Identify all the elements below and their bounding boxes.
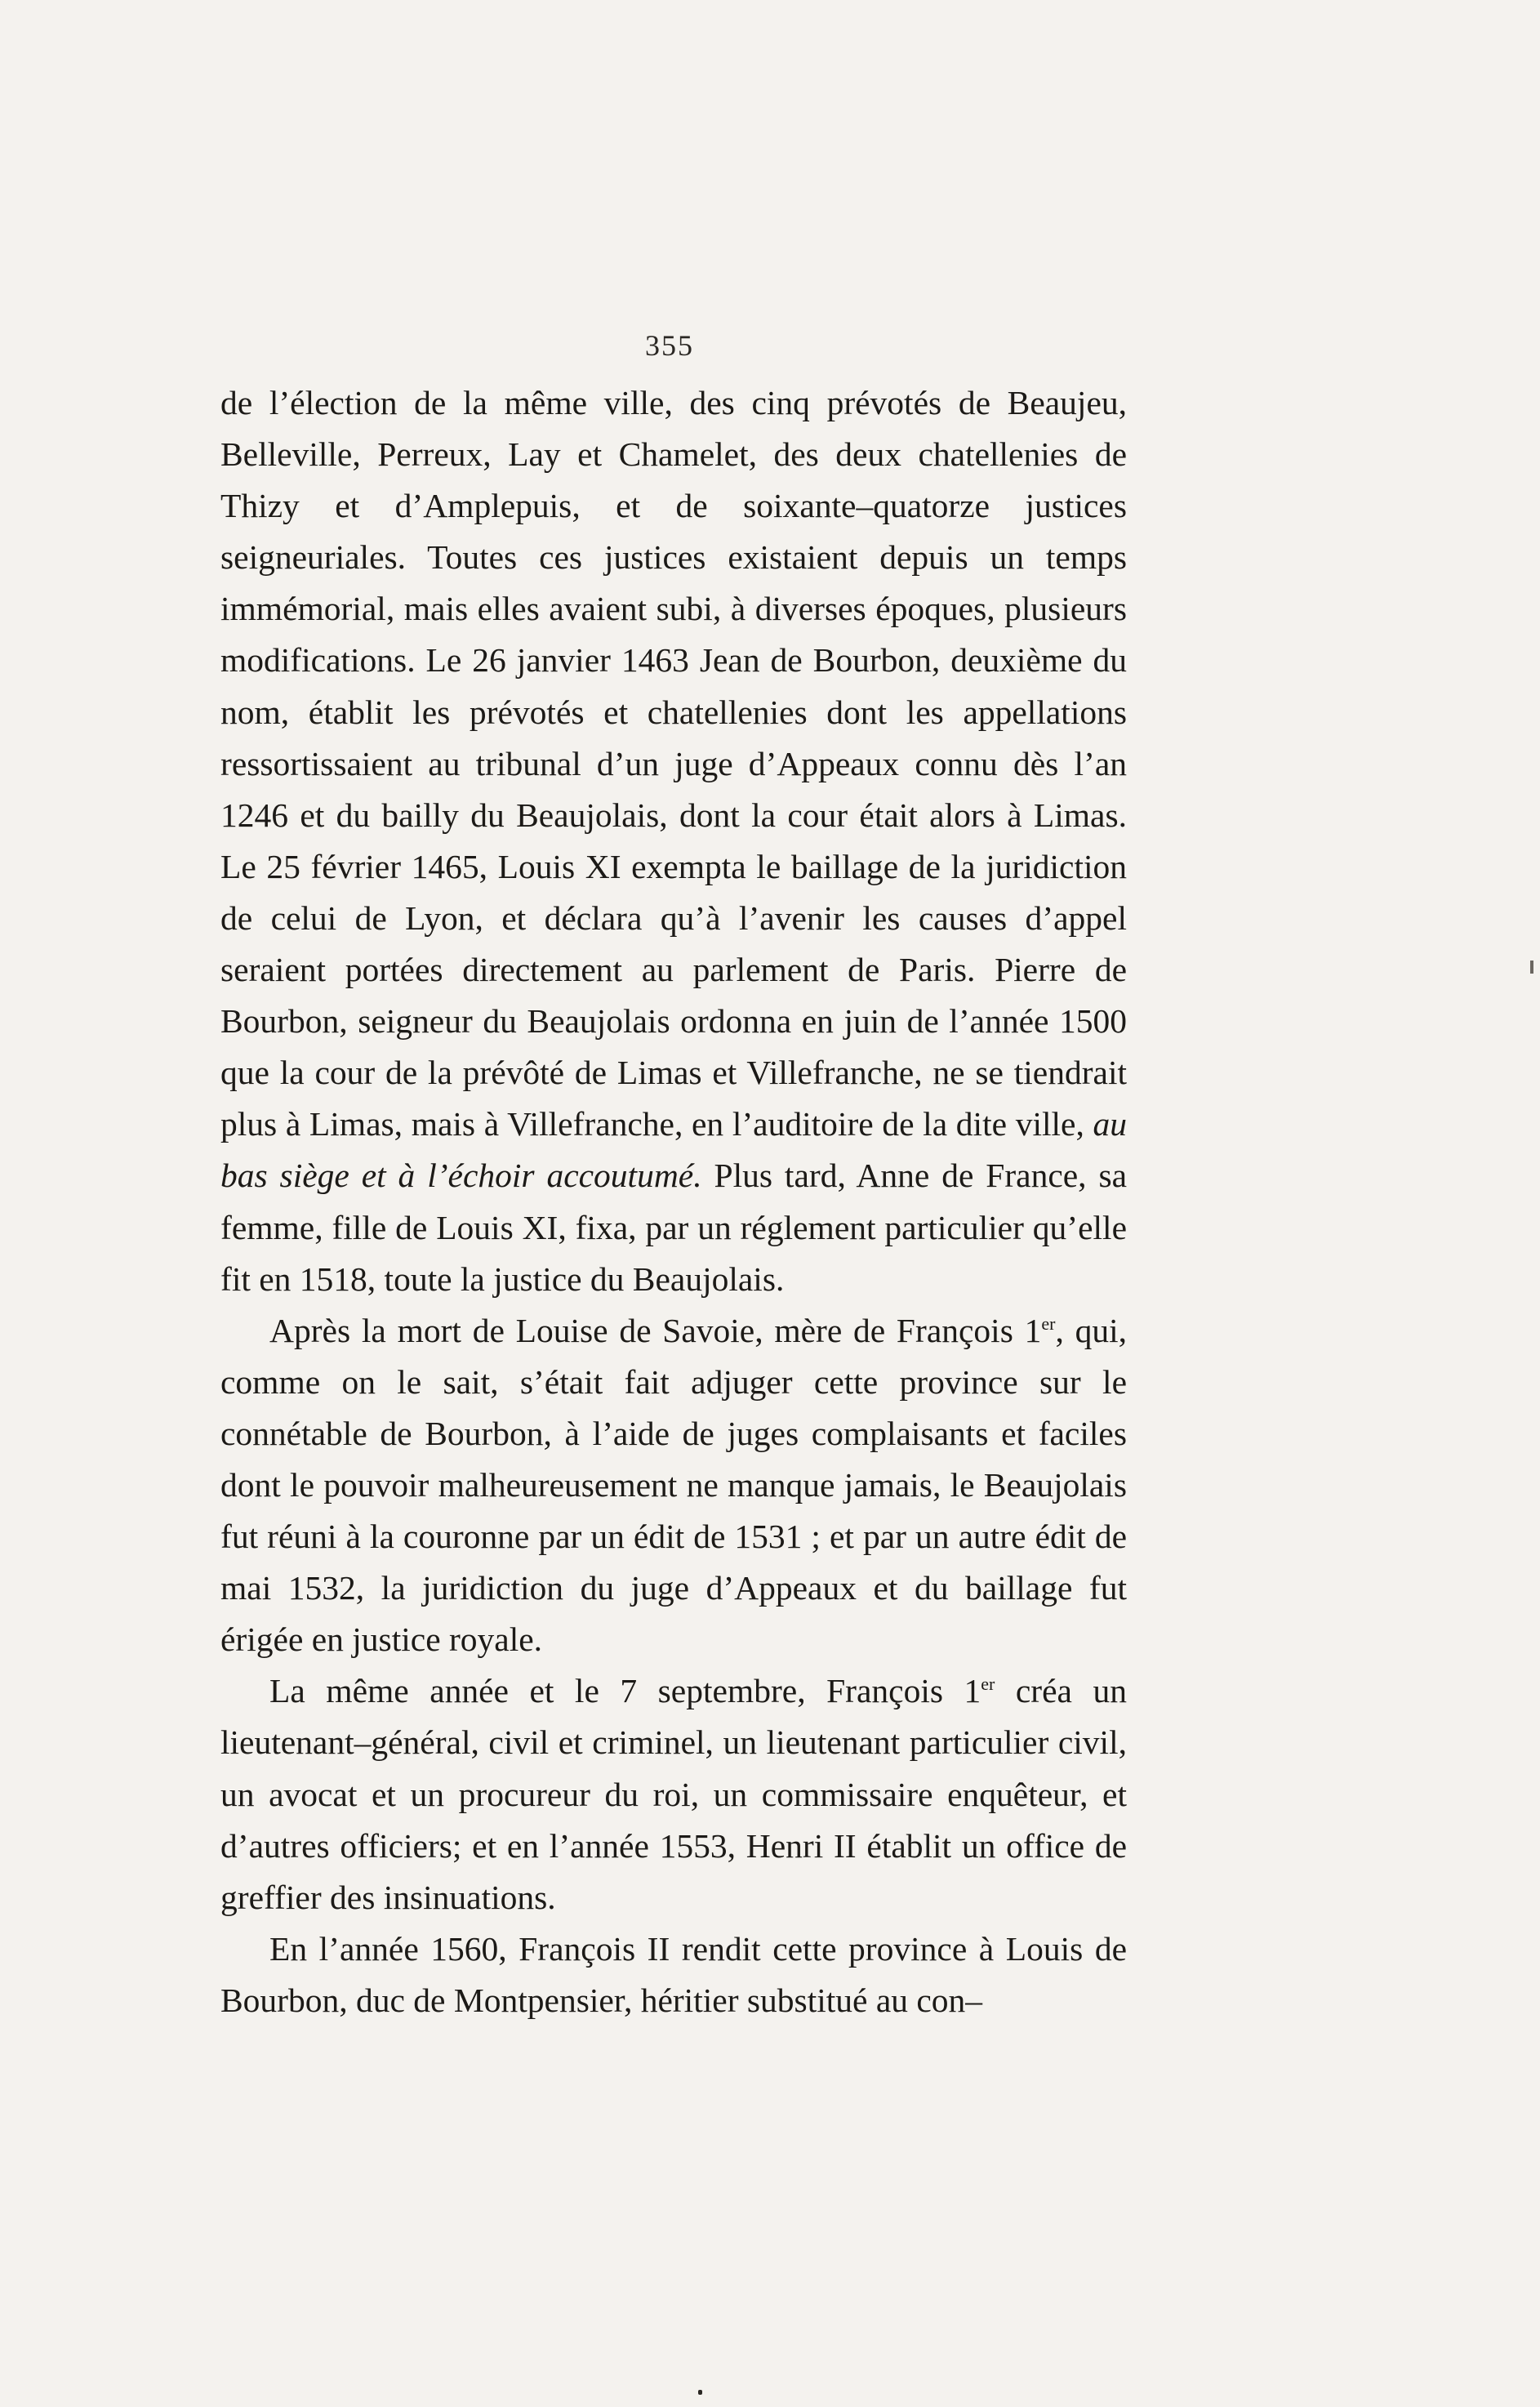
paragraph-2-text-end: , qui, comme on le sait, s’était fait adjuger cette province sur le connétable de Bourbon, à l’aide de juges complaisants et faciles dont le pouvoir malheureusement ne manque jamais, le Beaujolais fut réuni à la couronne par un édit de 1531 ; et par un autre édit de mai 1532, la juridiction du juge d’Appeaux et du baillage fut érigée en justice royale. (220, 1311, 1128, 1659)
paragraph-1-text-end: Plus tard, Anne de France, sa femme, fille de Louis XI, fixa, par un réglement particulier qu’elle fit en 1518, toute la justice du Beaujolais. (220, 1157, 1128, 1298)
paragraph-3-text: La même année et le 7 septembre, François 1 (269, 1672, 981, 1710)
paragraph-3-text-end: créa un lieutenant–général, civil et criminel, un lieutenant particulier civil, un avocat et un procureur du roi, un commissaire enquêteur, et d’autres officiers; et en l’année 1553, Henri II établit un office de greffier des insinuations. (220, 1672, 1127, 1916)
page-edge-mark (1530, 961, 1533, 974)
paragraph-4 (220, 1923, 1127, 2026)
paragraph-2-text: Après la mort de Louise de Savoie, mère de François 1 (269, 1311, 1042, 1349)
paragraph-2 (220, 1305, 1127, 1666)
paragraph-3-ordinal: er (981, 1674, 995, 1695)
paragraph-4-text: En l’année 1560, François II rendit cette province à Louis de Bourbon, duc de Montpensier, héritier substitué au con– (220, 1929, 1127, 2019)
body-text (220, 377, 1127, 2026)
paragraph-1 (220, 377, 1127, 1305)
bottom-ink-mark (698, 2390, 702, 2395)
page-number: 355 (645, 329, 694, 362)
paragraph-2-ordinal: er (1041, 1313, 1056, 1334)
paragraph-3 (220, 1665, 1127, 1923)
paragraph-1-italic-phrase: au bas siège et à l’échoir accoutumé. (220, 1105, 1127, 1195)
paragraph-1-text: de l’élection de la même ville, des cinq prévotés de Beaujeu, Belleville, Perreux, Lay et Chamelet, des deux chatellenies de Thizy et d’Amplepuis, et de soixante–quatorze justices seigneuriales. Toutes ces justices existaient depuis un temps immémorial, mais elles avaient subi, à diverses époques, plusieurs modifications. Le 26 janvier 1463 Jean de Bourbon, deuxième du nom, établit les prévotés et chatellenies dont les appellations ressortissaient au tribunal d’un juge d’Appeaux connu dès l’an 1246 et du bailly du Beaujolais, dont la cour était alors à Limas. Le 25 février 1465, Louis XI exempta le baillage de la juridiction de celui de Lyon, et déclara qu’à l’avenir les causes d’appel seraient portées directement au parlement de Paris. Pierre de Bourbon, seigneur du Beaujolais ordonna en juin de l’année 1500 que la cour de la prévôté de Limas et Villefranche, ne se tiendrait plus à Limas, mais à Villefranche, en l’auditoire de la dite ville, (220, 384, 1127, 1143)
